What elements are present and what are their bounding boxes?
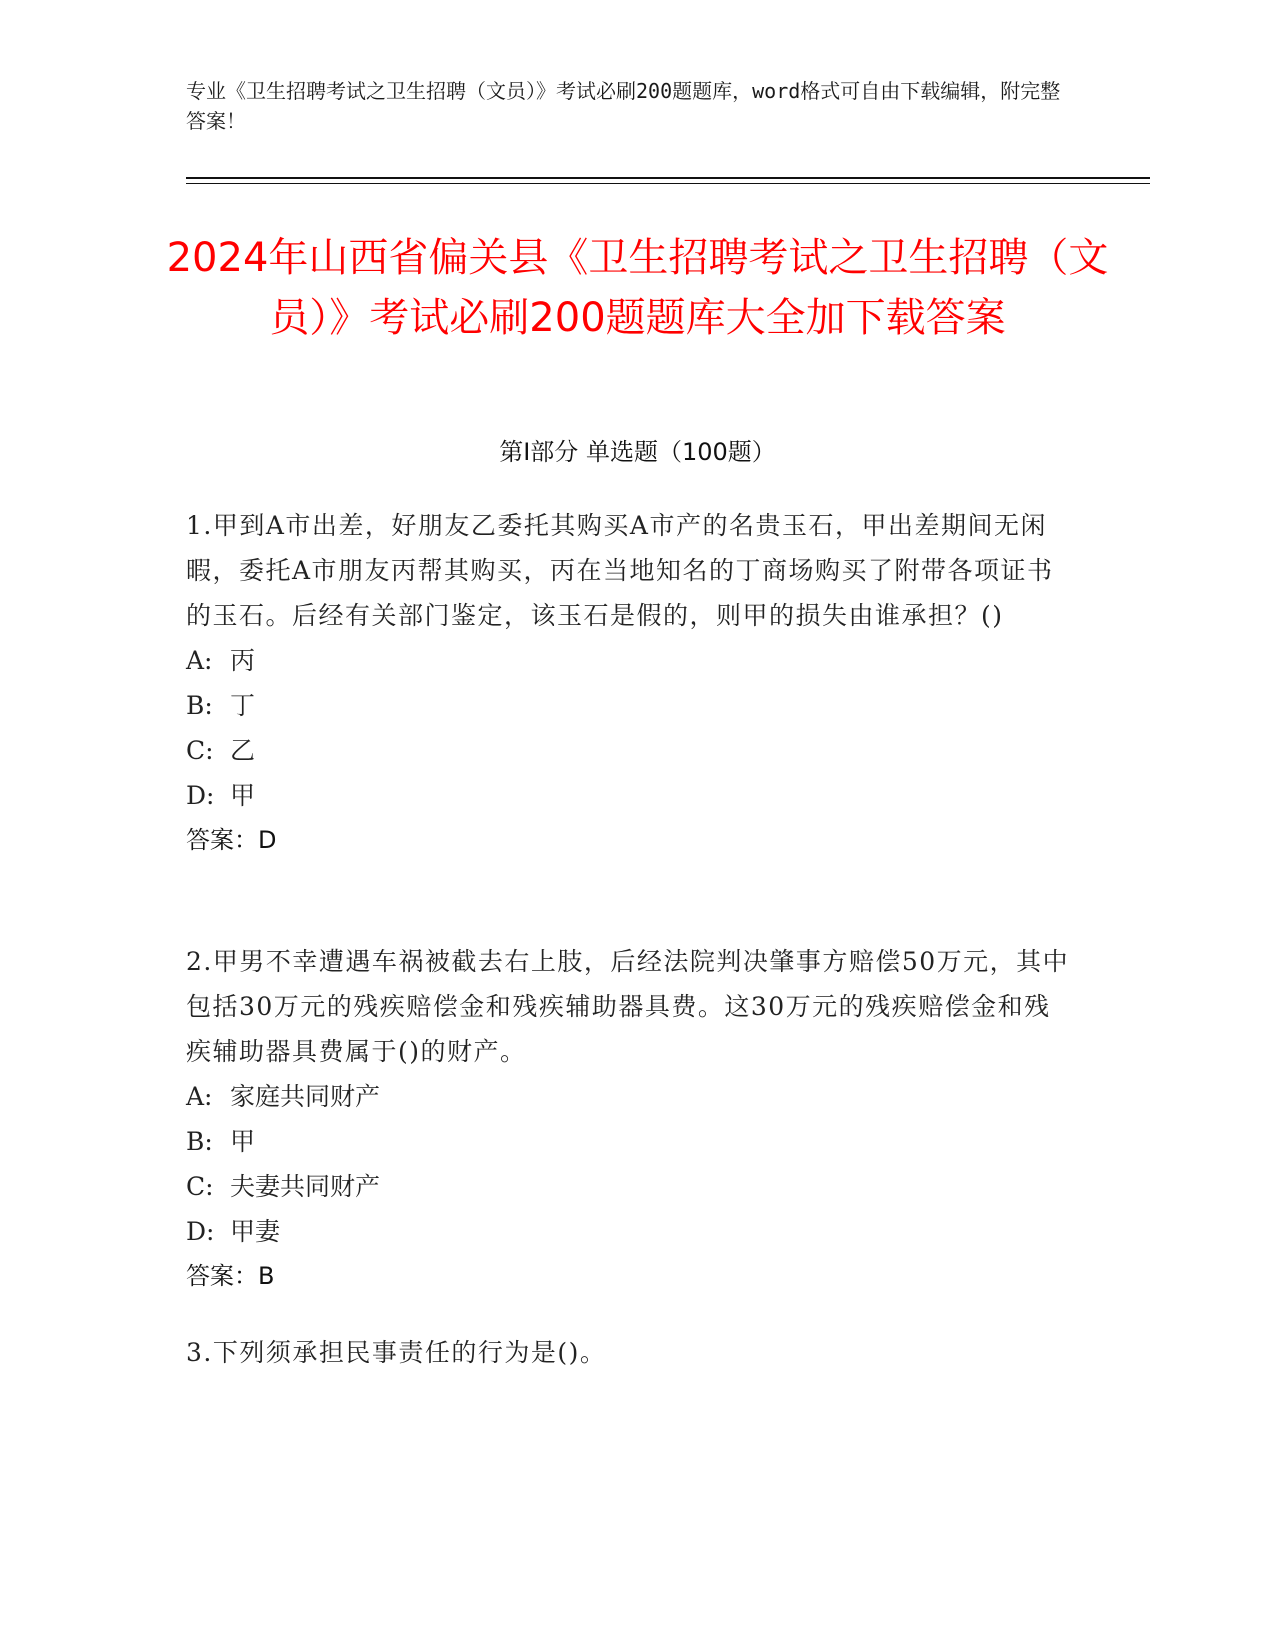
option-text: 乙 bbox=[230, 736, 256, 765]
option-a bbox=[186, 638, 1076, 683]
answer-key: 答案：D bbox=[186, 826, 277, 854]
option-letter: C: bbox=[186, 1172, 214, 1201]
option-letter: A: bbox=[186, 646, 213, 675]
option-letter: D: bbox=[186, 1217, 215, 1246]
question-3 bbox=[186, 1330, 1076, 1375]
option-d bbox=[186, 773, 1076, 818]
option-letter: A: bbox=[186, 1082, 213, 1111]
option-b bbox=[186, 683, 1076, 728]
option-text: 甲 bbox=[230, 1127, 256, 1156]
question-1 bbox=[186, 503, 1076, 863]
option-c bbox=[186, 1164, 1076, 1209]
option-a bbox=[186, 1074, 1076, 1119]
section-heading: 第I部分 单选题（100题） bbox=[499, 438, 776, 466]
option-text: 夫妻共同财产 bbox=[230, 1172, 381, 1201]
option-letter: C: bbox=[186, 736, 214, 765]
question-stem: 3.下列须承担民事责任的行为是()。 bbox=[186, 1338, 607, 1367]
option-text: 甲 bbox=[230, 781, 256, 810]
header-divider-thick bbox=[186, 177, 1150, 179]
answer-key: 答案：B bbox=[186, 1262, 275, 1290]
option-letter: B: bbox=[186, 1127, 213, 1156]
question-stem: 2.甲男不幸遭遇车祸被截去右上肢，后经法院判决肇事方赔偿50万元，其中包括30万元的残疾赔偿金和残疾辅助器具费。这30万元的残疾赔偿金和残疾辅助器具费属于()的财产。 bbox=[186, 947, 1070, 1066]
option-letter: B: bbox=[186, 691, 213, 720]
option-text: 丁 bbox=[230, 691, 256, 720]
header-note: 专业《卫生招聘考试之卫生招聘（文员）》考试必刷200题题库，word格式可自由下载编辑，附完整答案！ bbox=[186, 79, 1061, 133]
option-text: 甲妻 bbox=[230, 1217, 281, 1246]
option-b bbox=[186, 1119, 1076, 1164]
question-2 bbox=[186, 939, 1076, 1299]
question-stem: 1.甲到A市出差，好朋友乙委托其购买A市产的名贵玉石，甲出差期间无闲暇，委托A市朋友丙帮其购买，丙在当地知名的丁商场购买了附带各项证书的玉石。后经有关部门鉴定，该玉石是假的，则甲的损失由谁承担？() bbox=[186, 511, 1054, 630]
option-d bbox=[186, 1209, 1076, 1254]
option-c bbox=[186, 728, 1076, 773]
option-letter: D: bbox=[186, 781, 215, 810]
header-divider-thin bbox=[186, 183, 1150, 184]
document-title: 2024年山西省偏关县《卫生招聘考试之卫生招聘（文员）》考试必刷200题题库大全加下载答案 bbox=[166, 235, 1109, 341]
option-text: 丙 bbox=[230, 646, 256, 675]
option-text: 家庭共同财产 bbox=[230, 1082, 381, 1111]
